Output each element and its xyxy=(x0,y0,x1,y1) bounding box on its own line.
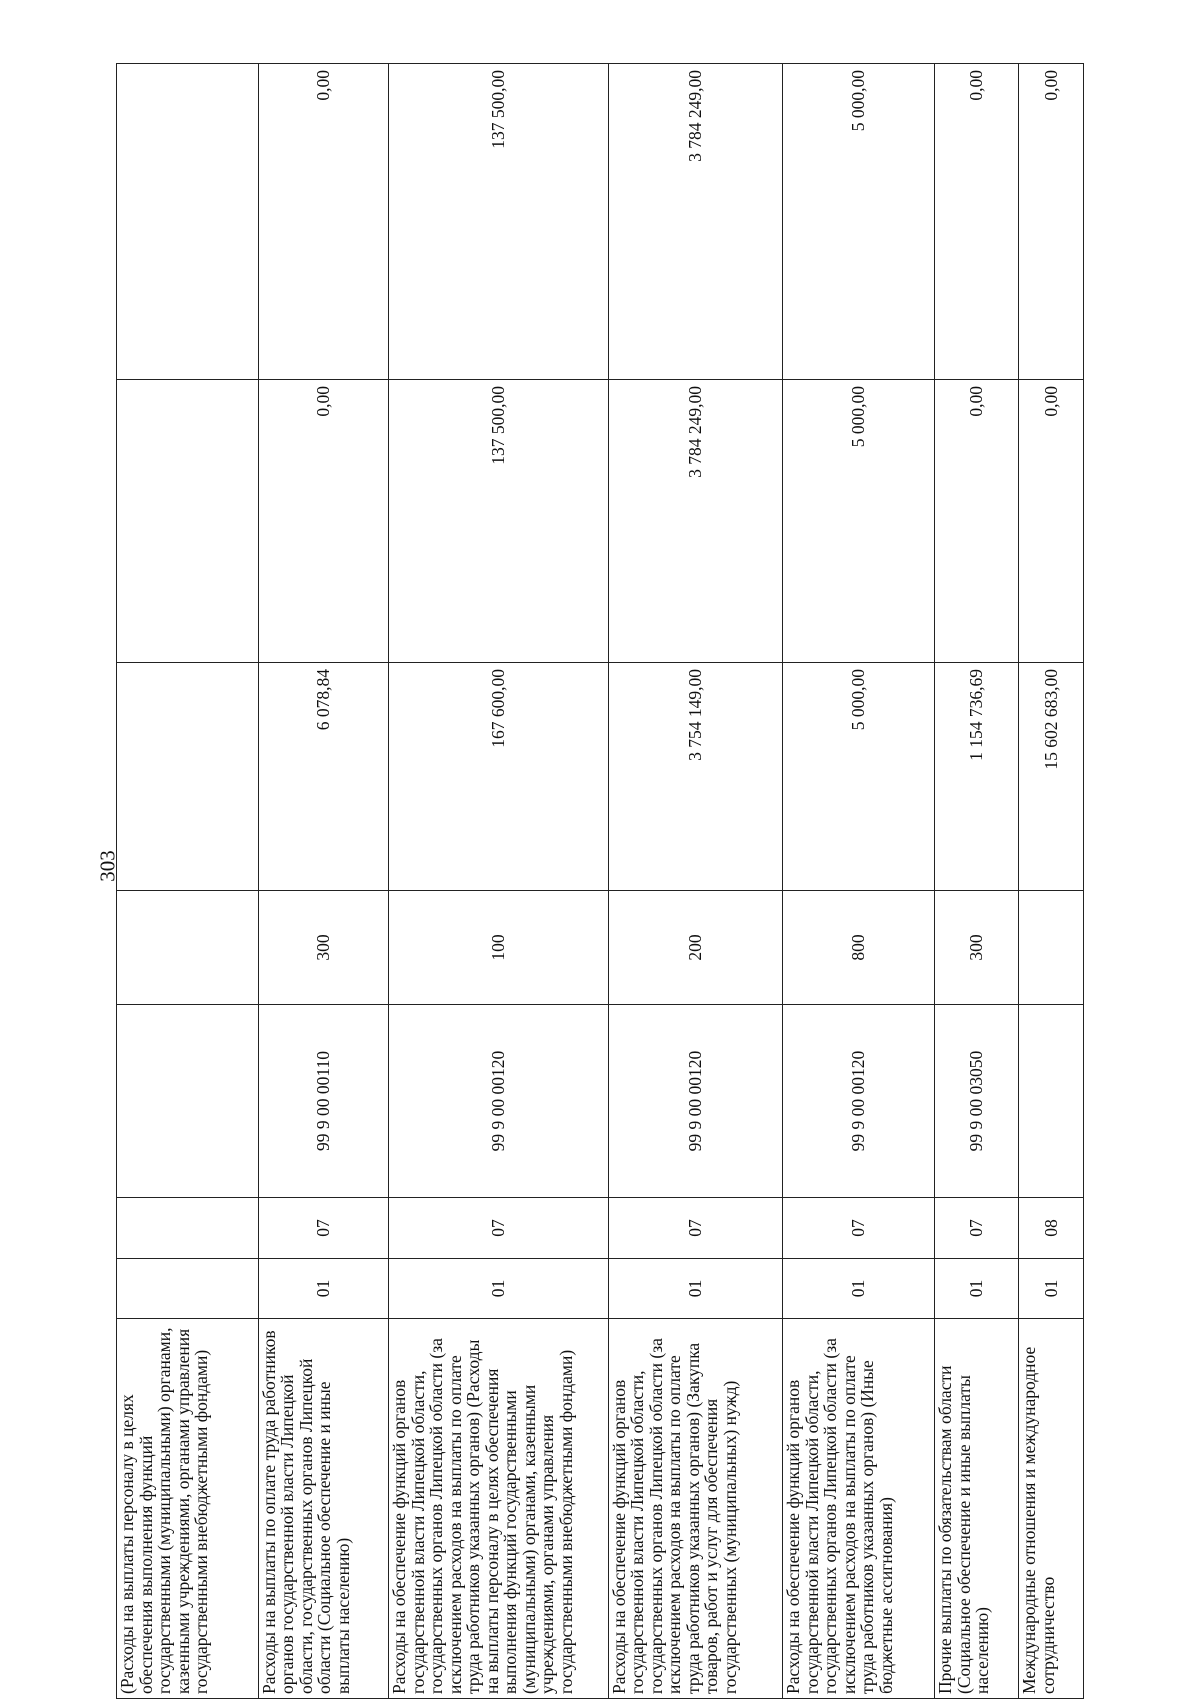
section-code: 01 xyxy=(258,1259,388,1319)
amount-year-3: 0,00 xyxy=(935,64,1019,380)
amount-year-3: 137 500,00 xyxy=(389,64,609,380)
subsection-code: 07 xyxy=(258,1198,388,1259)
table-row xyxy=(783,64,935,1699)
expense-type-code xyxy=(117,891,259,1005)
row-description: Международные отношения и международное сотрудничество xyxy=(1019,1319,1084,1699)
amount-year-2: 0,00 xyxy=(935,380,1019,663)
amount-year-2: 0,00 xyxy=(1019,380,1084,663)
amount-year-3 xyxy=(117,64,259,380)
expense-type-code: 100 xyxy=(389,891,609,1005)
target-article-code: 99 9 00 00120 xyxy=(608,1005,783,1198)
page-number: 303 xyxy=(95,850,120,882)
target-article-code: 99 9 00 00120 xyxy=(389,1005,609,1198)
target-article-code xyxy=(117,1005,259,1198)
amount-year-2: 0,00 xyxy=(258,380,388,663)
amount-year-3: 0,00 xyxy=(1019,64,1084,380)
budget-table-container xyxy=(116,64,1084,1699)
amount-year-1: 5 000,00 xyxy=(783,663,935,891)
amount-year-1: 15 602 683,00 xyxy=(1019,663,1084,891)
row-description: Прочие выплаты по обязательствам области (Социальное обеспечение и иные выплаты населению) xyxy=(935,1319,1019,1699)
amount-year-1: 1 154 736,69 xyxy=(935,663,1019,891)
target-article-code: 99 9 00 00110 xyxy=(258,1005,388,1198)
section-code: 01 xyxy=(608,1259,783,1319)
subsection-code: 07 xyxy=(783,1198,935,1259)
table-row xyxy=(117,64,259,1699)
subsection-code: 08 xyxy=(1019,1198,1084,1259)
amount-year-1: 6 078,84 xyxy=(258,663,388,891)
subsection-code: 07 xyxy=(935,1198,1019,1259)
subsection-code xyxy=(117,1198,259,1259)
section-code xyxy=(117,1259,259,1319)
amount-year-3: 5 000,00 xyxy=(783,64,935,380)
amount-year-1: 167 600,00 xyxy=(389,663,609,891)
amount-year-3: 0,00 xyxy=(258,64,388,380)
subsection-code: 07 xyxy=(608,1198,783,1259)
table-row xyxy=(608,64,783,1699)
budget-table xyxy=(116,63,1084,1699)
row-description: Расходы на обеспечение функций органов государственной власти Липецкой области, государственных органов Липецкой области (за исключением расходов на выплаты по оплате труда работников указанных органов) (Расходы на выплаты персоналу в целях обеспечения выполнения функций государственными (муниципальными) органами, казенными учреждениями, органами управления государственными внебюджетными фондами) xyxy=(389,1319,609,1699)
expense-type-code: 300 xyxy=(935,891,1019,1005)
table-row xyxy=(935,64,1019,1699)
row-description: Расходы на обеспечение функций органов государственной власти Липецкой области, государственных органов Липецкой области (за исключением расходов на выплаты по оплате труда работников указанных органов) (Закупка товаров, работ и услуг для обеспечения государственных (муниципальных) нужд) xyxy=(608,1319,783,1699)
amount-year-2 xyxy=(117,380,259,663)
target-article-code: 99 9 00 00120 xyxy=(783,1005,935,1198)
section-code: 01 xyxy=(783,1259,935,1319)
amount-year-2: 3 784 249,00 xyxy=(608,380,783,663)
table-row xyxy=(389,64,609,1699)
amount-year-2: 137 500,00 xyxy=(389,380,609,663)
target-article-code: 99 9 00 03050 xyxy=(935,1005,1019,1198)
subsection-code: 07 xyxy=(389,1198,609,1259)
section-code: 01 xyxy=(935,1259,1019,1319)
table-row xyxy=(258,64,388,1699)
expense-type-code: 300 xyxy=(258,891,388,1005)
section-code: 01 xyxy=(389,1259,609,1319)
amount-year-1 xyxy=(117,663,259,891)
amount-year-1: 3 754 149,00 xyxy=(608,663,783,891)
expense-type-code: 800 xyxy=(783,891,935,1005)
target-article-code xyxy=(1019,1005,1084,1198)
expense-type-code xyxy=(1019,891,1084,1005)
row-description: Расходы на выплаты по оплате труда работников органов государственной власти Липецкой области, государственных органов Липецкой области (Социальное обеспечение и иные выплаты населению) xyxy=(258,1319,388,1699)
table-row xyxy=(1019,64,1084,1699)
amount-year-2: 5 000,00 xyxy=(783,380,935,663)
section-code: 01 xyxy=(1019,1259,1084,1319)
row-description: (Расходы на выплаты персоналу в целях обеспечения выполнения функций государственными (муниципальными) органами, казенными учреждениями, органами управления государственными внебюджетными фондами) xyxy=(117,1319,259,1699)
row-description: Расходы на обеспечение функций органов государственной власти Липецкой области, государственных органов Липецкой области (за исключением расходов на выплаты по оплате труда работников указанных органов) (Иные бюджетные ассигнования) xyxy=(783,1319,935,1699)
amount-year-3: 3 784 249,00 xyxy=(608,64,783,380)
expense-type-code: 200 xyxy=(608,891,783,1005)
